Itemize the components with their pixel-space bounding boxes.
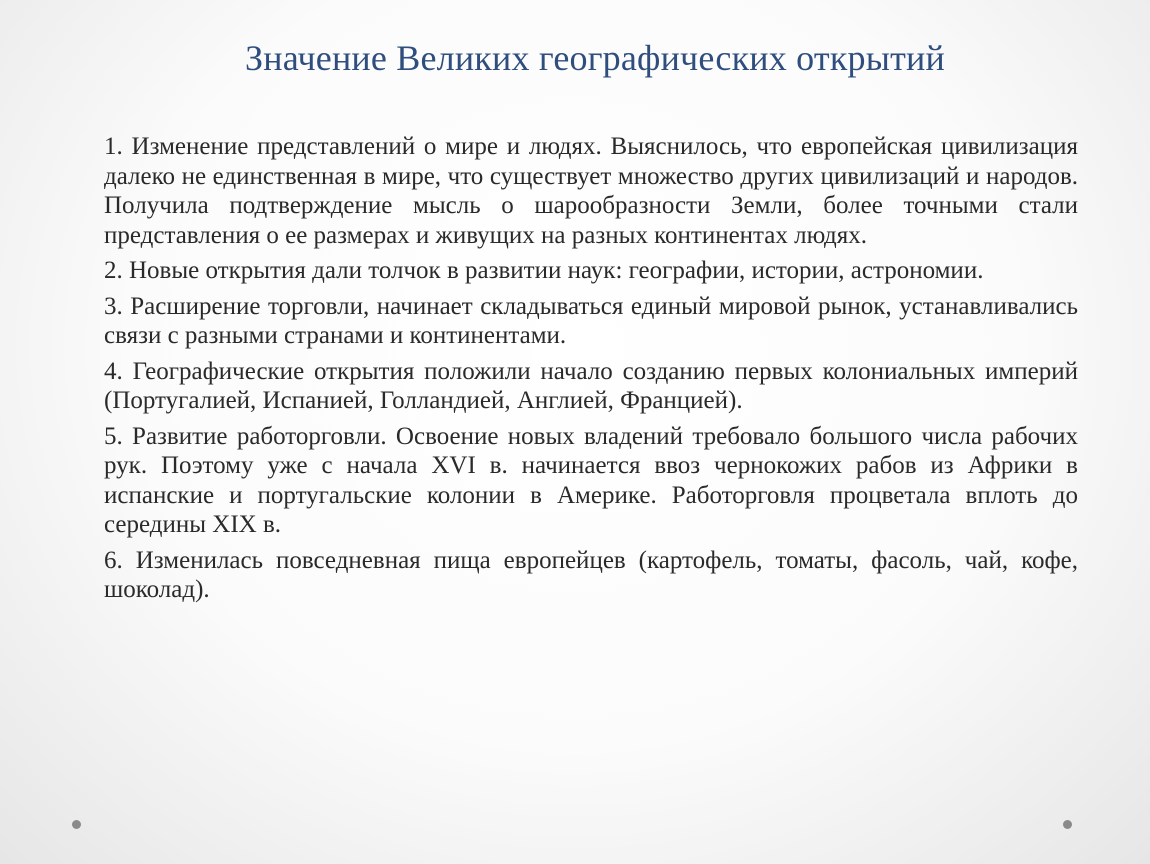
slide-nav-right-dot-icon (1063, 820, 1072, 829)
paragraph-6: 6. Изменилась повседневная пища европейцев (картофель, томаты, фасоль, чай, кофе, шоколад). (104, 546, 1078, 603)
paragraph-4: 4. Географические открытия положили начало созданию первых колониальных империй (Португалией, Испанией, Голландией, Англией, Францией). (104, 357, 1078, 414)
paragraph-5: 5. Развитие работорговли. Освоение новых владений требовало большого числа рабочих рук. Поэтому уже с начала XVI в. начинается ввоз чернокожих рабов из Африки в испанские и португальские колонии в Америке. Работорговля процветала вплоть до середины XIX в. (104, 422, 1078, 538)
slide-nav-left-dot-icon (72, 820, 81, 829)
paragraph-1: 1. Изменение представлений о мире и людях. Выяснилось, что европейская цивилизация далеко не единственная в мире, что существует множество других цивилизаций и народов. Получила подтверждение мысль о шарообразности Земли, более точными стали представления о ее размерах и живущих на разных континентах людях. (104, 133, 1078, 249)
paragraph-2: 2. Новые открытия дали толчок в развитии наук: географии, истории, астрономии. (104, 257, 984, 284)
paragraph-3: 3. Расширение торговли, начинает складываться единый мировой рынок, устанавливались связи с разными странами и континентами. (104, 292, 1078, 349)
slide-title: Значение Великих географических открытий (245, 38, 945, 78)
slide-body (104, 132, 1078, 611)
